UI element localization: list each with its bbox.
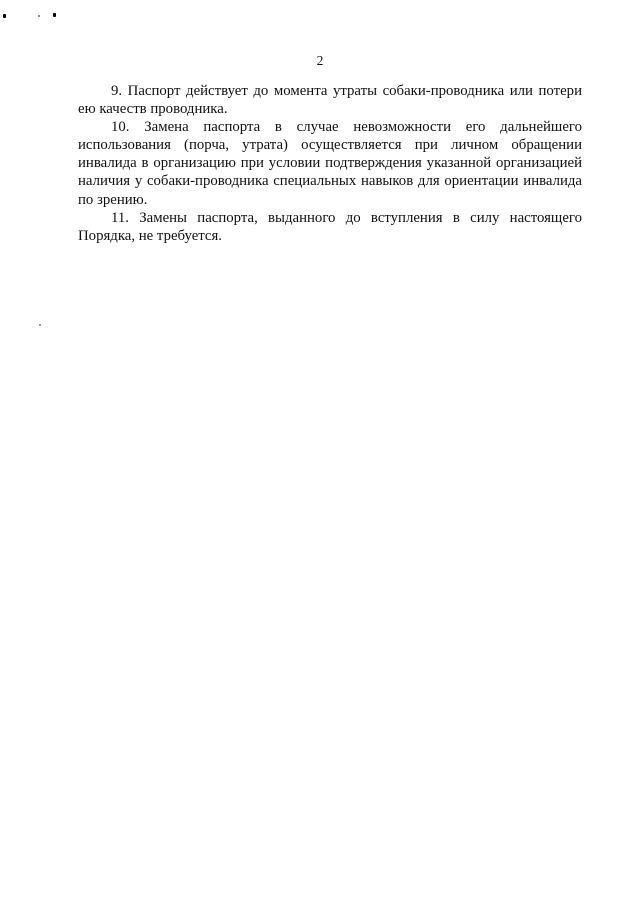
scan-artifact-mark <box>38 15 40 17</box>
scan-artifact-dot <box>39 324 41 326</box>
paragraph-11: 11. Замены паспорта, выданного до вступления в силу настоящего Порядка, не требуется. <box>78 209 582 244</box>
paragraph-10: 10. Замена паспорта в случае невозможности его дальнейшего использования (порча, утрата) осуществляется при личном обращении инвалида в организацию при условии подтверждения указанной организацией наличия у собаки-проводника специальных навыков для ориентации инвалида по зрению. <box>78 119 582 208</box>
scan-artifact-mark <box>53 13 56 17</box>
paragraph-9: 9. Паспорт действует до момента утраты собаки-проводника или потери ею качеств проводника. <box>78 83 582 118</box>
page-number: 2 <box>316 53 324 68</box>
scan-artifact-mark <box>3 14 6 18</box>
document-body <box>78 82 582 245</box>
